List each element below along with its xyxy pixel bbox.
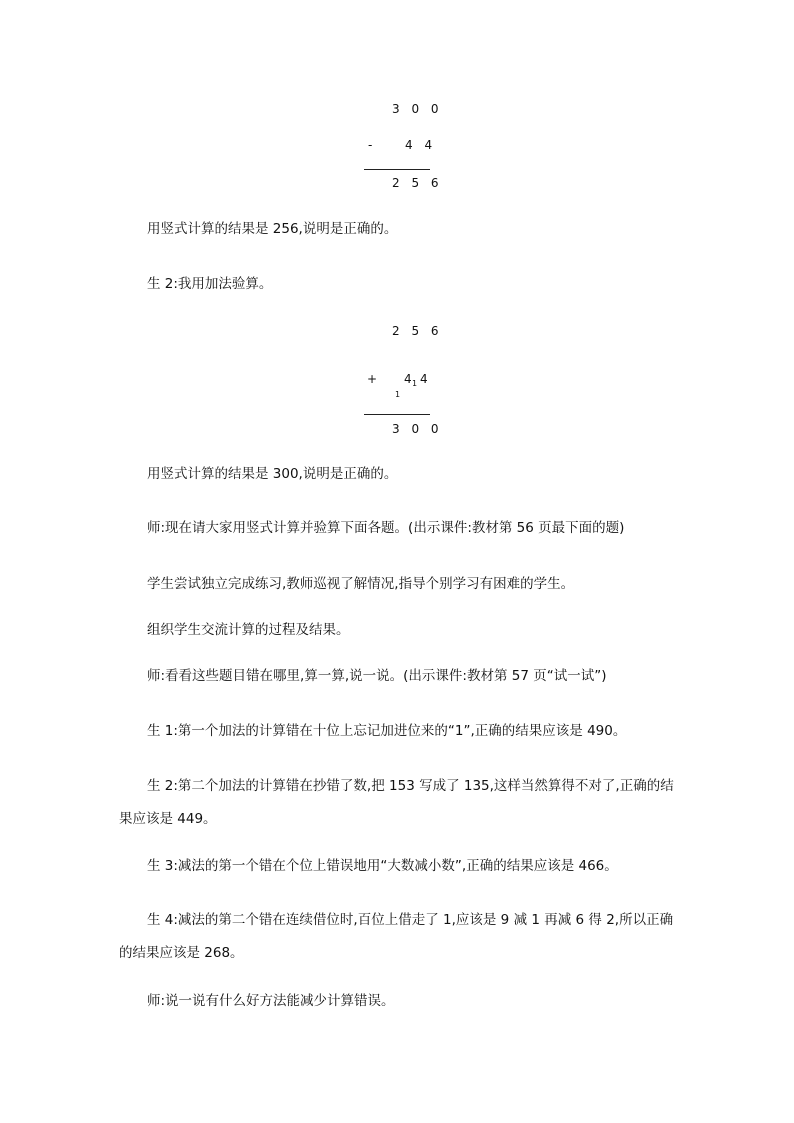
paragraph-line: 生 4:减法的第二个错在连续借位时,百位上借走了 1,应该是 9 减 1 再减 6 得 2,所以正确: [147, 912, 674, 928]
minuend: 3 0 0: [392, 102, 443, 116]
paragraph: 师:说一说有什么好方法能减少计算错误。: [147, 993, 395, 1009]
paragraph: 用竖式计算的结果是 256,说明是正确的。: [147, 221, 398, 237]
paragraph-line: 果应该是 449。: [119, 811, 217, 827]
paragraph: 师:现在请大家用竖式计算并验算下面各题。(出示课件:教材第 56 页最下面的题): [147, 520, 625, 536]
difference: 2 5 6: [392, 176, 443, 190]
addend-ones: 4: [420, 372, 428, 386]
carry-mark: 1: [395, 390, 401, 399]
augend: 2 5 6: [392, 324, 443, 338]
paragraph-line: 生 2:第二个加法的计算错在抄错了数,把 153 写成了 135,这样当然算得不对了,正确的结: [147, 778, 674, 794]
sum: 3 0 0: [392, 422, 443, 436]
paragraph: 组织学生交流计算的过程及结果。: [147, 622, 350, 638]
minus-sign: -: [368, 138, 373, 152]
result-line: [364, 414, 430, 415]
paragraph: 用竖式计算的结果是 300,说明是正确的。: [147, 466, 398, 482]
paragraph: 师:看看这些题目错在哪里,算一算,说一说。(出示课件:教材第 57 页“试一试”): [147, 668, 607, 684]
result-line: [364, 169, 430, 170]
paragraph: 生 1:第一个加法的计算错在十位上忘记加进位来的“1”,正确的结果应该是 490。: [147, 723, 627, 739]
addend-subscript: 1: [412, 379, 418, 388]
paragraph: 生 2:我用加法验算。: [147, 276, 273, 292]
subtrahend: 4 4: [405, 138, 437, 152]
paragraph: 学生尝试独立完成练习,教师巡视了解情况,指导个别学习有困难的学生。: [147, 576, 575, 592]
paragraph: 生 3:减法的第一个错在个位上错误地用“大数减小数”,正确的结果应该是 466。: [147, 858, 618, 874]
addend-tens: 4: [404, 372, 412, 386]
plus-sign: +: [367, 372, 378, 386]
paragraph-line: 的结果应该是 268。: [119, 945, 244, 961]
